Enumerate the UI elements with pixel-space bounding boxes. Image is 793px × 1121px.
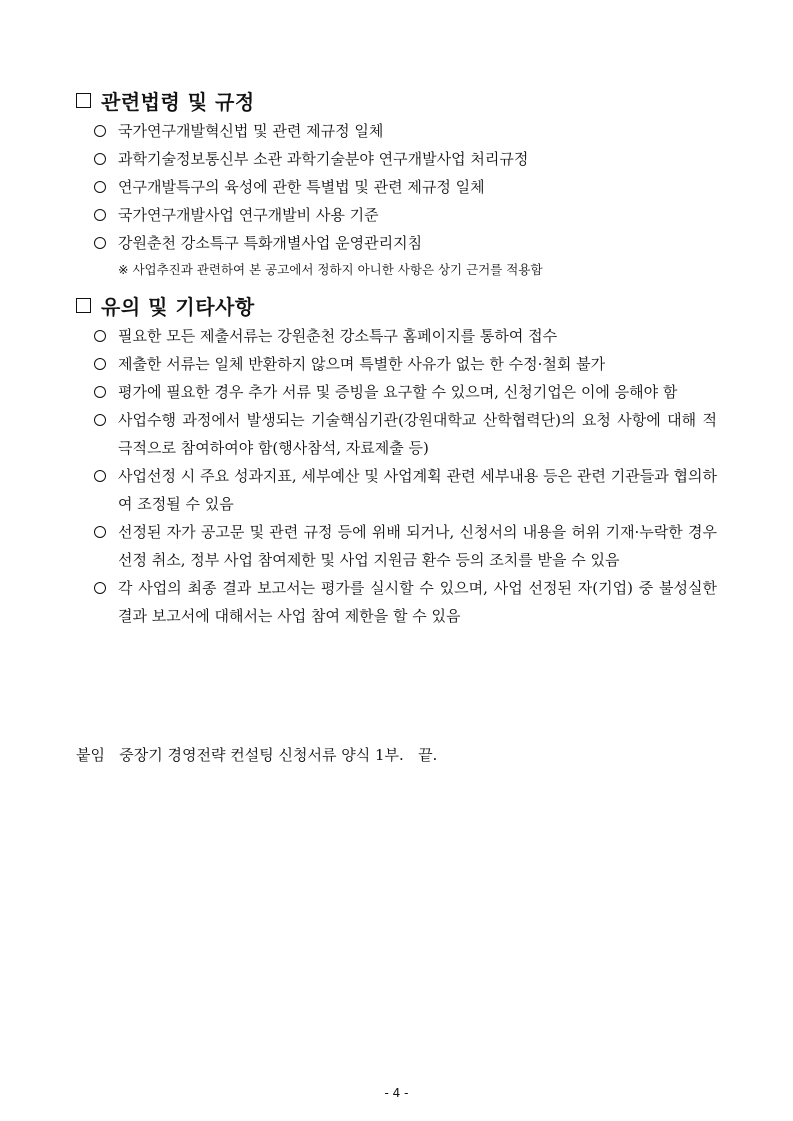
circle-bullet-icon [94,125,106,137]
list-item: 평가에 필요한 경우 추가 서류 및 증빙을 요구할 수 있으며, 신청기업은 이에 응해야 함 [76,378,717,406]
attachment-line: 붙임 중장기 경영전략 컨설팅 신청서류 양식 1부. 끝. [76,746,438,764]
list-item: 사업수행 과정에서 발생되는 기술핵심기관(강원대학교 산학협력단)의 요청 사항에 대해 적극적으로 참여하여야 함(행사참석, 자료제출 등) [76,406,717,462]
circle-bullet-icon [94,181,106,193]
list-item: 국가연구개발혁신법 및 관련 제규정 일체 [76,117,717,145]
section-title: 유의 및 기타사항 [101,294,255,319]
list-item: 선정된 자가 공고문 및 관련 규정 등에 위배 되거나, 신청서의 내용을 허위 기재·누락한 경우 선정 취소, 정부 사업 참여제한 및 사업 지원금 환수 등의 조치를 받을 수 있음 [76,518,717,574]
list-item: 강원춘천 강소특구 특화개별사업 운영관리지침 [76,229,717,257]
circle-bullet-icon [94,470,106,482]
circle-bullet-icon [94,153,106,165]
section-heading [76,87,717,113]
square-bullet-icon [76,298,91,313]
circle-bullet-icon [94,358,106,370]
list-item: 연구개발특구의 육성에 관한 특별법 및 관련 제규정 일체 [76,173,717,201]
square-bullet-icon [76,93,91,108]
list-item: 사업선정 시 주요 성과지표, 세부예산 및 사업계획 관련 세부내용 등은 관련 기관들과 협의하여 조정될 수 있음 [76,462,717,518]
list-item: 국가연구개발사업 연구개발비 사용 기준 [76,201,717,229]
circle-bullet-icon [94,237,106,249]
note-text: ※ 사업추진과 관련하여 본 공고에서 정하지 아니한 사항은 상기 근거를 적용함 [118,262,543,277]
section-regulations [76,87,717,283]
circle-bullet-icon [94,330,106,342]
section-heading [76,292,717,318]
page-number: - 4 - [384,1086,409,1100]
circle-bullet-icon [94,582,106,594]
circle-bullet-icon [94,209,106,221]
circle-bullet-icon [94,414,106,426]
list-item: 과학기술정보통신부 소관 과학기술분야 연구개발사업 처리규정 [76,145,717,173]
list-item: 제출한 서류는 일체 반환하지 않으며 특별한 사유가 없는 한 수정·철회 불가 [76,350,717,378]
list-item: 각 사업의 최종 결과 보고서는 평가를 실시할 수 있으며, 사업 선정된 자(기업) 중 불성실한 결과 보고서에 대해서는 사업 참여 제한을 할 수 있음 [76,574,717,630]
circle-bullet-icon [94,386,106,398]
section-title: 관련법령 및 규정 [101,89,255,114]
list-item: 필요한 모든 제출서류는 강원춘천 강소특구 홈페이지를 통하여 접수 [76,322,717,350]
section-notices [76,292,717,630]
circle-bullet-icon [94,526,106,538]
